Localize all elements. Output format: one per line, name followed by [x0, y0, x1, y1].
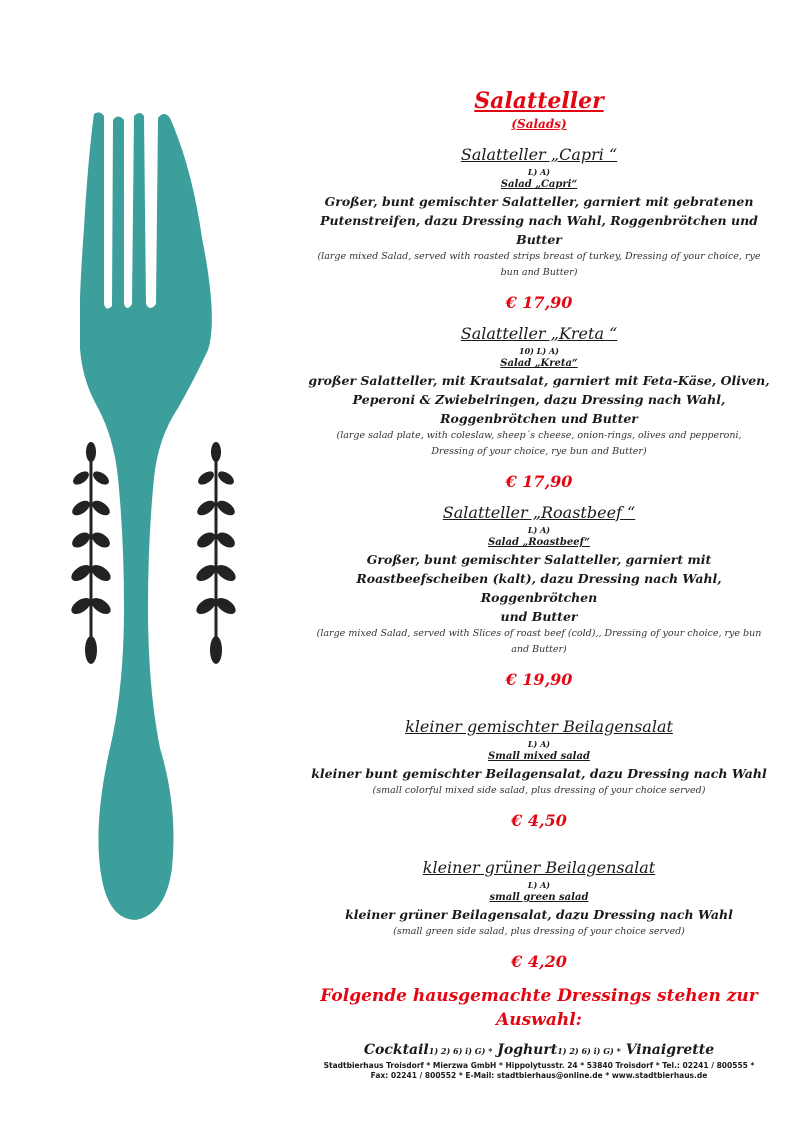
footer-line: Fax: 02241 / 800552 * E-Mail: stadtbierhaus@online.de * www.stadtbierhaus.de	[370, 1071, 708, 1080]
item-allergens: 10) L) A)	[519, 346, 559, 356]
item-price: € 19,90	[505, 670, 573, 689]
description-line: Putenstreifen, dazu Dressing nach Wahl, Roggenbrötchen und Butter	[320, 213, 758, 247]
translation-line: (large mixed Salad, served with Slices of roast beef (cold),, Dressing of your choice, rye bun	[316, 628, 762, 639]
item-english-name: small green salad	[489, 892, 589, 903]
dressing-cocktail: Cocktail	[363, 1042, 429, 1058]
item-english-name: Salad „Roastbeef“	[487, 537, 590, 548]
item-name: Salatteller „Roastbeef “	[442, 503, 636, 522]
menu-item-kreta	[308, 323, 770, 492]
item-description	[308, 764, 770, 783]
item-price: € 4,50	[511, 811, 567, 830]
item-description	[308, 905, 770, 924]
description-line: Peperoni & Zwiebelringen, dazu Dressing nach Wahl,	[352, 392, 726, 407]
footer-line: Stadtbierhaus Troisdorf * Mierzwa GmbH * Hippolytusstr. 24 * 53840 Troisdorf * Tel.: 02241 / 800555 *	[323, 1061, 755, 1070]
description-line: Roggenbrötchen und Butter	[440, 411, 638, 426]
page-title: Salatteller	[474, 88, 604, 114]
page-subtitle: (Salads)	[511, 117, 567, 131]
item-description	[308, 192, 770, 249]
item-allergens: L) A)	[527, 880, 551, 890]
dressings-list	[308, 1040, 770, 1061]
description-line: Roastbeefscheiben (kalt), dazu Dressing nach Wahl, Roggenbrötchen	[356, 571, 722, 605]
translation-line: (large mixed Salad, served with roasted strips breast of turkey, Dressing of your choice, rye	[317, 251, 761, 262]
dressings-heading-line: Auswahl:	[496, 1010, 582, 1030]
dressing-joghurt: Joghurt	[497, 1042, 558, 1058]
item-allergens: L) A)	[527, 739, 551, 749]
translation-line: Dressing of your choice, rye bun and Butter)	[431, 446, 647, 457]
item-description	[308, 550, 770, 626]
dressing-vinaigrette: Vinaigrette	[625, 1042, 715, 1058]
item-translation	[308, 924, 770, 940]
item-name: Salatteller „Capri “	[460, 145, 618, 164]
leaf-sprig-icon	[196, 440, 236, 670]
item-price: € 4,20	[511, 952, 567, 971]
footer	[308, 1061, 770, 1081]
dressings-heading-line: Folgende hausgemachte Dressings stehen zur	[320, 986, 758, 1006]
leaf-sprig-icon	[71, 440, 111, 670]
menu-item-capri	[308, 144, 770, 313]
dressing-joghurt-allergens: 1) 2) 6) i) G) *	[557, 1046, 621, 1056]
item-translation	[308, 783, 770, 799]
translation-line: (small colorful mixed side salad, plus dressing of your choice served)	[372, 785, 706, 796]
translation-line: (small green side salad, plus dressing of your choice served)	[393, 926, 685, 937]
description-line: Großer, bunt gemischter Salatteller, garniert mit gebratenen	[324, 194, 754, 209]
menu-item-roastbeef	[308, 502, 770, 690]
translation-line: (large salad plate, with coleslaw, sheep´s cheese, onion-rings, olives and pepperoni,	[336, 430, 742, 441]
item-english-name: Salad „Capri“	[500, 179, 578, 190]
description-line: Großer, bunt gemischter Salatteller, garniert mit	[366, 552, 712, 567]
item-name: Salatteller „Kreta “	[460, 324, 618, 343]
item-allergens: L) A)	[527, 525, 551, 535]
dressing-cocktail-allergens: 1) 2) 6) i) G) *	[428, 1046, 493, 1056]
description-line: und Butter	[500, 609, 578, 624]
item-translation	[308, 428, 770, 460]
menu-item-mixed-side-salad	[308, 716, 770, 831]
item-price: € 17,90	[505, 472, 573, 491]
item-name: kleiner gemischter Beilagensalat	[405, 717, 673, 736]
translation-line: and Butter)	[511, 644, 567, 655]
description-line: kleiner bunt gemischter Beilagensalat, dazu Dressing nach Wahl	[311, 766, 767, 781]
item-translation	[308, 249, 770, 281]
dressings-heading	[308, 984, 770, 1032]
menu-content	[308, 86, 770, 1081]
menu-item-green-side-salad	[308, 857, 770, 972]
item-description	[308, 371, 770, 428]
item-allergens: L) A)	[527, 167, 551, 177]
item-english-name: Small mixed salad	[488, 751, 590, 762]
description-line: großer Salatteller, mit Krautsalat, garniert mit Feta-Käse, Oliven,	[308, 373, 770, 388]
translation-line: bun and Butter)	[500, 267, 578, 278]
item-translation	[308, 626, 770, 658]
item-name: kleiner grüner Beilagensalat	[422, 858, 656, 877]
item-price: € 17,90	[505, 293, 573, 312]
description-line: kleiner grüner Beilagensalat, dazu Dressing nach Wahl	[345, 907, 733, 922]
item-english-name: Salad „Kreta“	[500, 358, 578, 369]
